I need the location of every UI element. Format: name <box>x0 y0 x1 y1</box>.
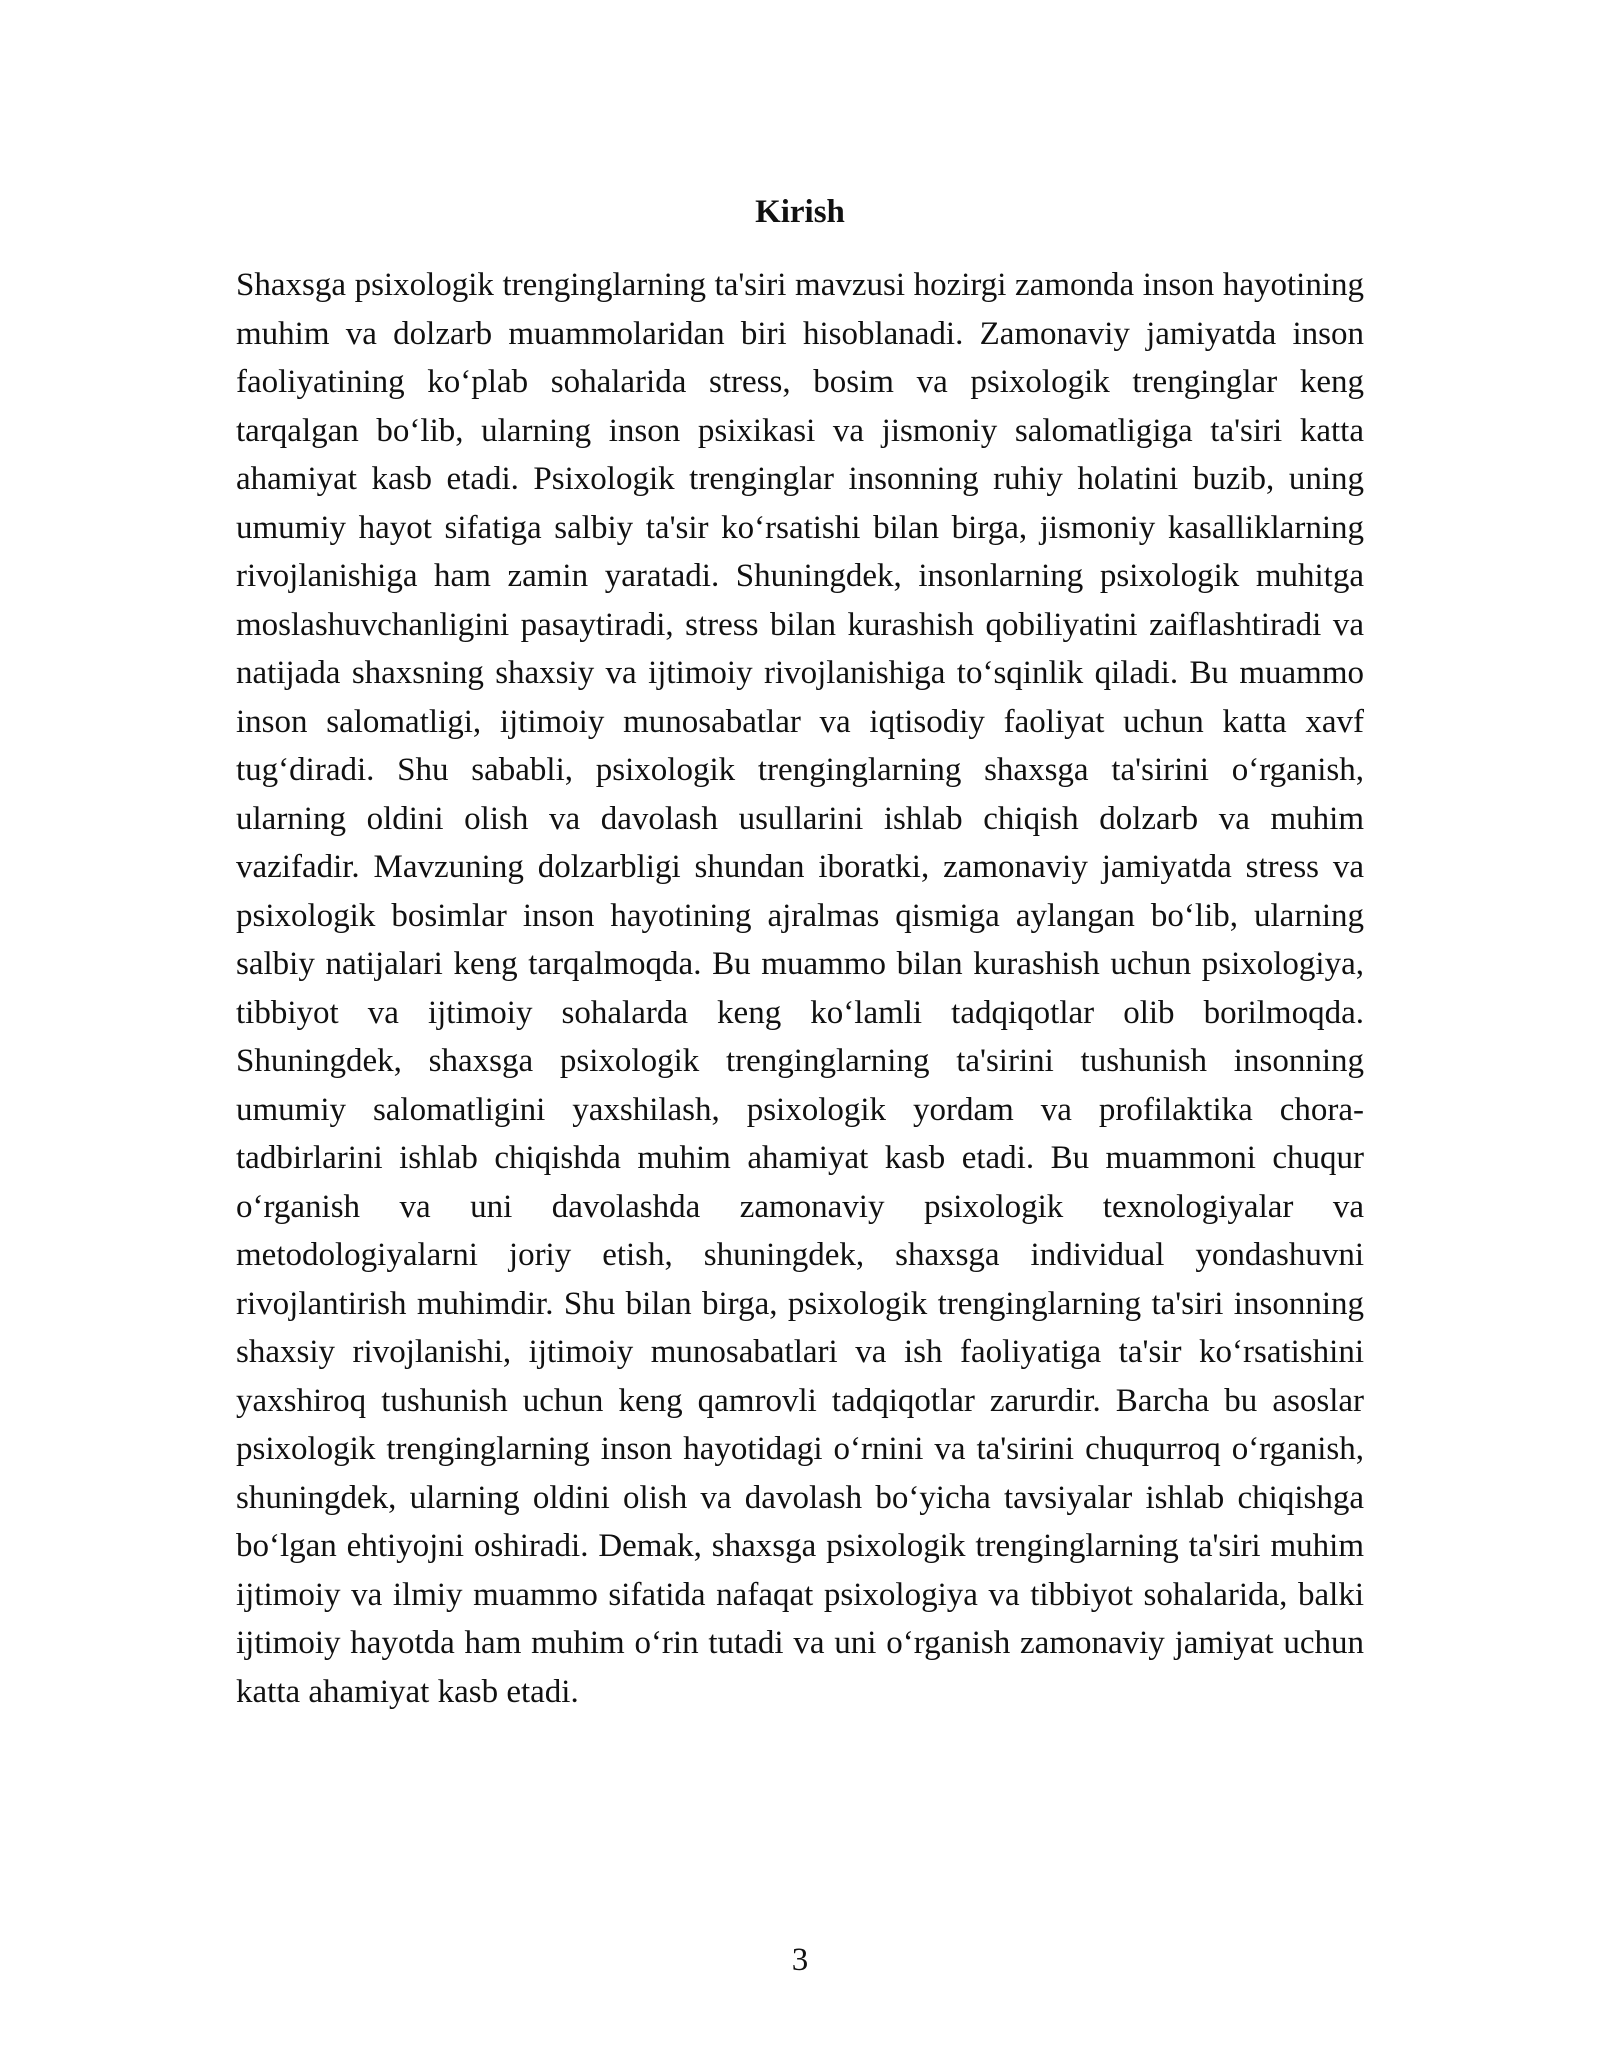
page-title: Kirish <box>755 194 845 230</box>
body-paragraph: Shaxsga psixologik trenginglarning ta'siri mavzusi hozirgi zamonda inson hayotining muhim va dolzarb muammolaridan biri hisoblanadi. Zamonaviy jamiyatda inson faoliyatining ko‘plab sohalarida stress, bosim va psixologik trenginglar keng tarqalgan bo‘lib, ularning inson psixikasi va jismoniy salomatligiga ta'siri katta ahamiyat kasb etadi. Psixologik trenginglar insonning ruhiy holatini buzib, uning umumiy hayot sifatiga salbiy ta'sir ko‘rsatishi bilan birga, jismoniy kasalliklarning rivojlanishiga ham zamin yaratadi. Shuningdek, insonlarning psixologik muhitga moslashuvchanligini pasaytiradi, stress bilan kurashish qobiliyatini zaiflashtiradi va natijada shaxsning shaxsiy va ijtimoiy rivojlanishiga to‘sqinlik qiladi. Bu muammo inson salomatligi, ijtimoiy munosabatlar va iqtisodiy faoliyat uchun katta xavf tug‘diradi. Shu sababli, psixologik trenginglarning shaxsga ta'sirini o‘rganish, ularning oldini olish va davolash usullarini ishlab chiqish dolzarb va muhim vazifadir. Mavzuning dolzarbligi shundan iboratki, zamonaviy jamiyatda stress va psixologik bosimlar inson hayotining ajralmas qismiga aylangan bo‘lib, ularning salbiy natijalari keng tarqalmoqda. Bu muammo bilan kurashish uchun psixologiya, tibbiyot va ijtimoiy sohalarda keng ko‘lamli tadqiqotlar olib borilmoqda. Shuningdek, shaxsga psixologik trenginglarning ta'sirini tushunish insonning umumiy salomatligini yaxshilash, psixologik yordam va profilaktika chora-tadbirlarini ishlab chiqishda muhim ahamiyat kasb etadi. Bu muammoni chuqur o‘rganish va uni davolashda zamonaviy psixologik texnologiyalar va metodologiyalarni joriy etish, shuningdek, shaxsga individual yondashuvni rivojlantirish muhimdir. Shu bilan birga, psixologik trenginglarning ta'siri insonning shaxsiy rivojlanishi, ijtimoiy munosabatlari va ish faoliyatiga ta'sir ko‘rsatishini yaxshiroq tushunish uchun keng qamrovli tadqiqotlar zarurdir. Barcha bu asoslar psixologik trenginglarning inson hayotidagi o‘rnini va ta'sirini chuqurroq o‘rganish, shuningdek, ularning oldini olish va davolash bo‘yicha tavsiyalar ishlab chiqishga bo‘lgan ehtiyojni oshiradi. Demak, shaxsga psixologik trenginglarning ta'siri muhim ijtimoiy va ilmiy muammo sifatida nafaqat psixologiya va tibbiyot sohalarida, balki ijtimoiy hayotda ham muhim o‘rin tutadi va uni o‘rganish zamonaviy jamiyat uchun katta ahamiyat kasb etadi. <box>236 267 1364 1710</box>
page-number: 3 <box>791 1942 809 1978</box>
